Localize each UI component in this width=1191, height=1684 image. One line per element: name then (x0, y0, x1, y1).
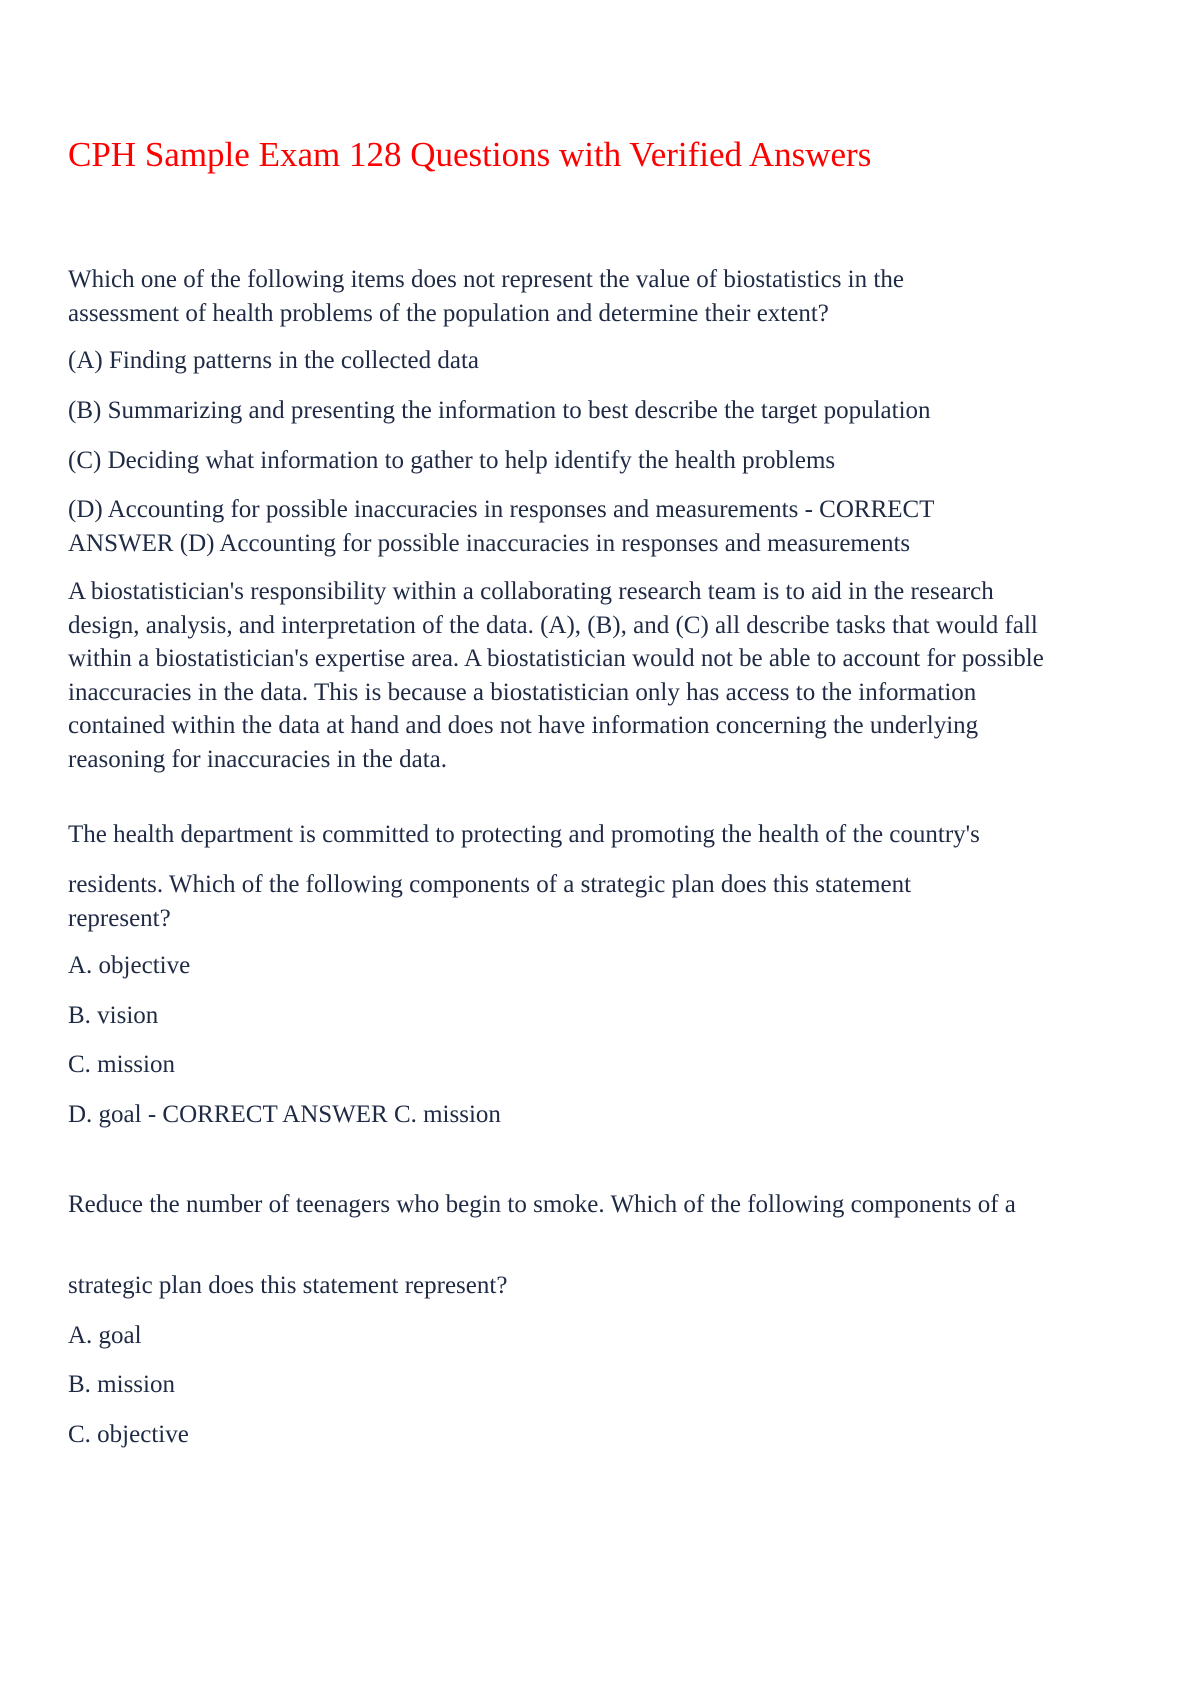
question-1-option-a: (A) Finding patterns in the collected data (68, 347, 479, 374)
question-3-option-c: C. objective (68, 1421, 189, 1448)
document-title: CPH Sample Exam 128 Questions with Verified Answers (68, 135, 872, 174)
question-3-option-b: B. mission (68, 1371, 175, 1398)
question-1-option-d-answer: (D) Accounting for possible inaccuracies in responses and measurements - CORRECT ANSWER (D) Accounting for possible inaccuracies in responses and measurements (68, 496, 935, 557)
question-2-stem-line-1: The health department is committed to protecting and promoting the health of the country's (68, 821, 980, 848)
question-2-option-d-answer: D. goal - CORRECT ANSWER C. mission (68, 1101, 501, 1128)
question-3-stem-line-2: strategic plan does this statement represent? (68, 1272, 508, 1299)
question-1-explanation: A biostatistician's responsibility within a collaborating research team is to aid in the research design, analysis, and interpretation of the data. (A), (B), and (C) all describe tasks that would fall within a biostatistician's expertise area. A biostatistician would not be able to account for possible inaccuracies in the data. This is because a biostatistician only has access to the information contained within the data at hand and does not have information concerning the underlying reasoning for inaccuracies in the data. (68, 578, 1044, 773)
question-3-option-a: A. goal (68, 1322, 142, 1349)
question-1-option-c: (C) Deciding what information to gather to help identify the health problems (68, 447, 836, 474)
question-2-stem-line-2: residents. Which of the following components of a strategic plan does this statement represent? (68, 871, 912, 932)
question-3-stem-line-1: Reduce the number of teenagers who begin to smoke. Which of the following components of a (68, 1191, 1016, 1218)
question-2-option-c: C. mission (68, 1051, 175, 1078)
question-2-option-b: B. vision (68, 1002, 159, 1029)
question-2-option-a: A. objective (68, 952, 191, 979)
question-1-stem: Which one of the following items does not represent the value of biostatistics in the assessment of health problems of the population and determine their extent? (68, 266, 904, 327)
question-1-option-b: (B) Summarizing and presenting the information to best describe the target population (68, 397, 931, 424)
